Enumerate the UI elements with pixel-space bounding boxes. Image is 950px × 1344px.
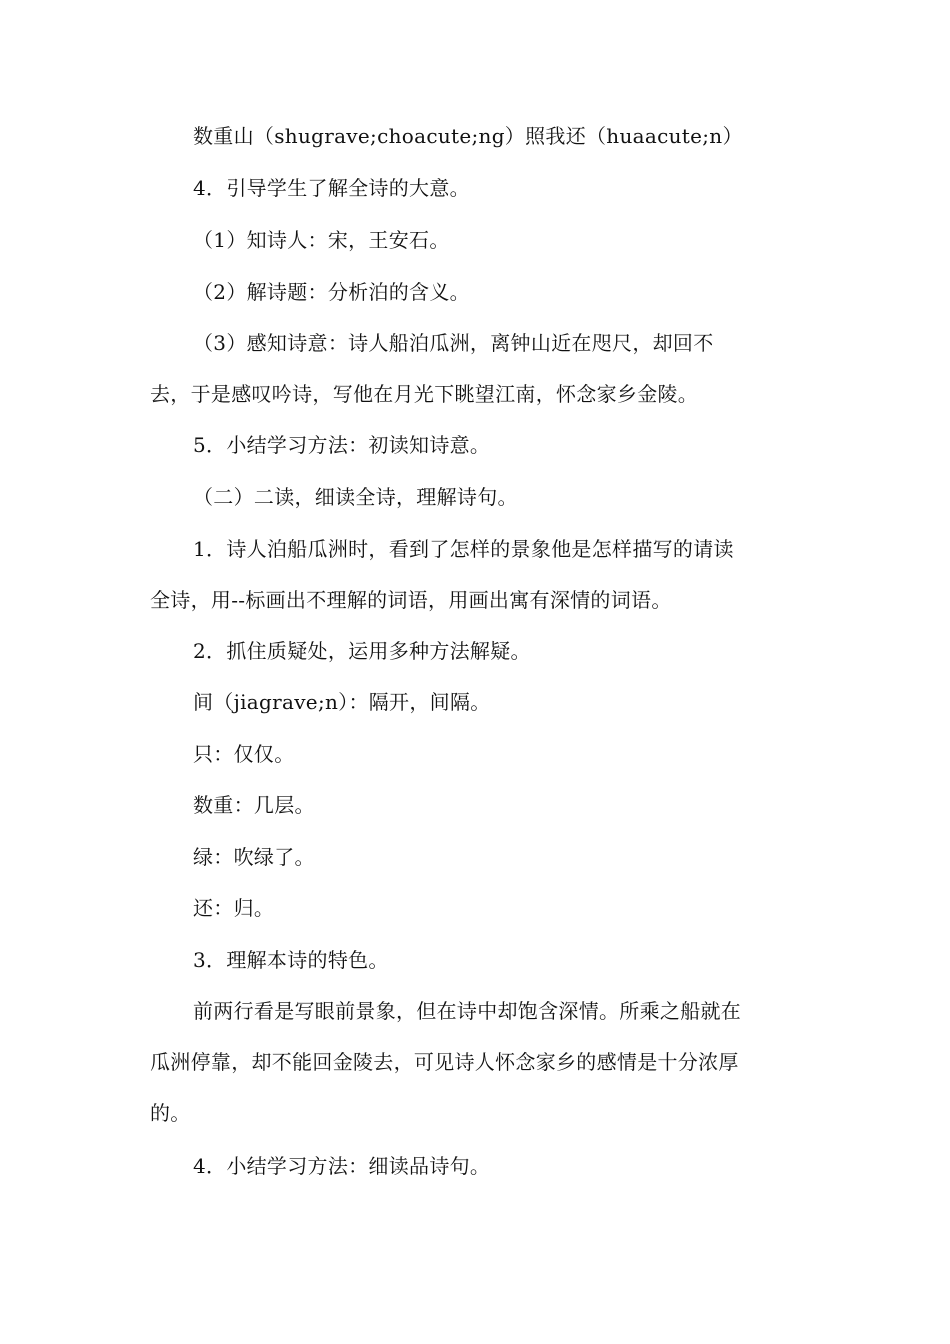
text-line: （3）感知诗意：诗人船泊瓜洲，离钟山近在咫尺，却回不 <box>193 331 714 355</box>
text-line: （1）知诗人：宋，王安石。 <box>193 228 450 252</box>
text-line: 5．小结学习方法：初读知诗意。 <box>193 433 491 457</box>
text-line: 1．诗人泊船瓜洲时，看到了怎样的景象他是怎样描写的请读 <box>193 537 734 561</box>
text-line: 2．抓住质疑处，运用多种方法解疑。 <box>193 639 531 663</box>
text-line: 数重山（shugrave;choacute;ng）照我还（huaacute;n） <box>193 124 743 148</box>
text-line: 3．理解本诗的特色。 <box>193 948 389 972</box>
text-line: 4．引导学生了解全诗的大意。 <box>193 176 470 200</box>
text-line: 去，于是感叹吟诗，写他在月光下眺望江南，怀念家乡金陵。 <box>150 382 699 406</box>
text-line: 4．小结学习方法：细读品诗句。 <box>193 1154 491 1178</box>
text-line: 间（jiagrave;n）：隔开，间隔。 <box>193 690 491 714</box>
text-line: 数重：几层。 <box>193 793 315 817</box>
text-line: 只：仅仅。 <box>193 742 295 766</box>
text-line: （2）解诗题：分析泊的含义。 <box>193 280 470 304</box>
text-line: 还：归。 <box>193 896 275 920</box>
text-line: 前两行看是写眼前景象，但在诗中却饱含深情。所乘之船就在 <box>193 999 742 1023</box>
text-line: 绿：吹绿了。 <box>193 845 315 869</box>
text-line: 瓜洲停靠，却不能回金陵去，可见诗人怀念家乡的感情是十分浓厚 <box>150 1050 739 1074</box>
text-line: 的。 <box>150 1101 191 1125</box>
text-line: （二）二读，细读全诗，理解诗句。 <box>193 485 518 509</box>
text-line: 全诗，用--标画出不理解的词语，用画出寓有深情的词语。 <box>150 588 672 612</box>
